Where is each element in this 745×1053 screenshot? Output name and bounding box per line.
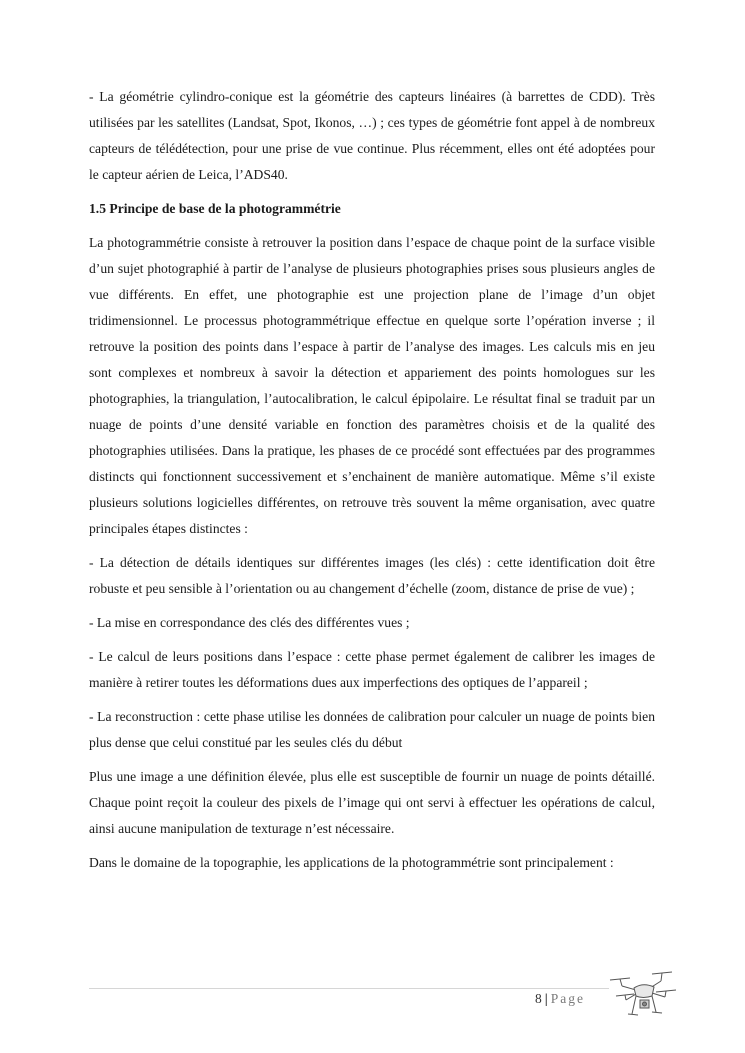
paragraph-topography: Dans le domaine de la topographie, les applications de la photogrammétrie sont principalement : <box>89 855 614 870</box>
page-footer <box>535 991 585 1007</box>
page-number: 8 <box>535 991 542 1006</box>
paragraph-step-reconstruction: - La reconstruction : cette phase utilise les données de calibration pour calculer un nuage de points bien plus dense que celui constitué par les seules clés du début <box>89 709 655 750</box>
paragraph-step-matching: - La mise en correspondance des clés des différentes vues ; <box>89 615 410 630</box>
footer-separator: | <box>544 991 548 1006</box>
paragraph-step-positions: - Le calcul de leurs positions dans l’espace : cette phase permet également de calibrer les images de manière à retirer toutes les déformations dues aux imperfections des optiques de l’appareil ; <box>89 649 655 690</box>
section-heading: 1.5 Principe de base de la photogrammétrie <box>89 201 341 216</box>
paragraph-definition: Plus une image a une définition élevée, plus elle est susceptible de fournir un nuage de points détaillé. Chaque point reçoit la couleur des pixels de l’image qui ont servi à effectuer les opérations de calcul, ainsi aucune manipulation de texturage n’est nécessaire. <box>89 769 655 836</box>
paragraph-principle: La photogrammétrie consiste à retrouver la position dans l’espace de chaque point de la surface visible d’un sujet photographié à partir de l’analyse de plusieurs photographies prises sous plusieurs angles de vue différents. En effet, une photographie est une projection plane de l’image d’un objet tridimensionnel. Le processus photogrammétrique effectue en quelque sorte l’opération inverse ; il retrouve la position des points dans l’espace à partir de l’analyse des images. Les calculs mis en jeu sont complexes et nombreux à savoir la détection et appariement des points homologues sur les photographies, la triangulation, l’autocalibration, le calcul épipolaire. Le résultat final se traduit par un nuage de points d’une densité variable en fonction des paramètres choisis et de la qualité des photographies utilisées. Dans la pratique, les phases de ce procédé sont effectuées par des programmes distincts qui fonctionnent successivement et s’enchainent de manière automatique. Même s’il existe plusieurs solutions logicielles différentes, on retrouve très souvent la même organisation, avec quatre principales étapes distinctes : <box>89 235 655 536</box>
footer-divider <box>89 988 609 989</box>
page-label: Page <box>550 991 585 1006</box>
document-body <box>89 84 655 884</box>
drone-icon <box>606 966 680 1028</box>
paragraph-cylindro-conique: - La géométrie cylindro-conique est la géométrie des capteurs linéaires (à barrettes de CDD). Très utilisées par les satellites (Landsat, Spot, Ikonos, …) ; ces types de géométrie font appel à de nombreux capteurs de télédétection, pour une prise de vue continue. Plus récemment, elles ont été adoptées pour le capteur aérien de Leica, l’ADS40. <box>89 89 655 182</box>
paragraph-step-detection: - La détection de détails identiques sur différentes images (les clés) : cette identification doit être robuste et peu sensible à l’orientation ou au changement d’échelle (zoom, distance de prise de vue) ; <box>89 555 655 596</box>
